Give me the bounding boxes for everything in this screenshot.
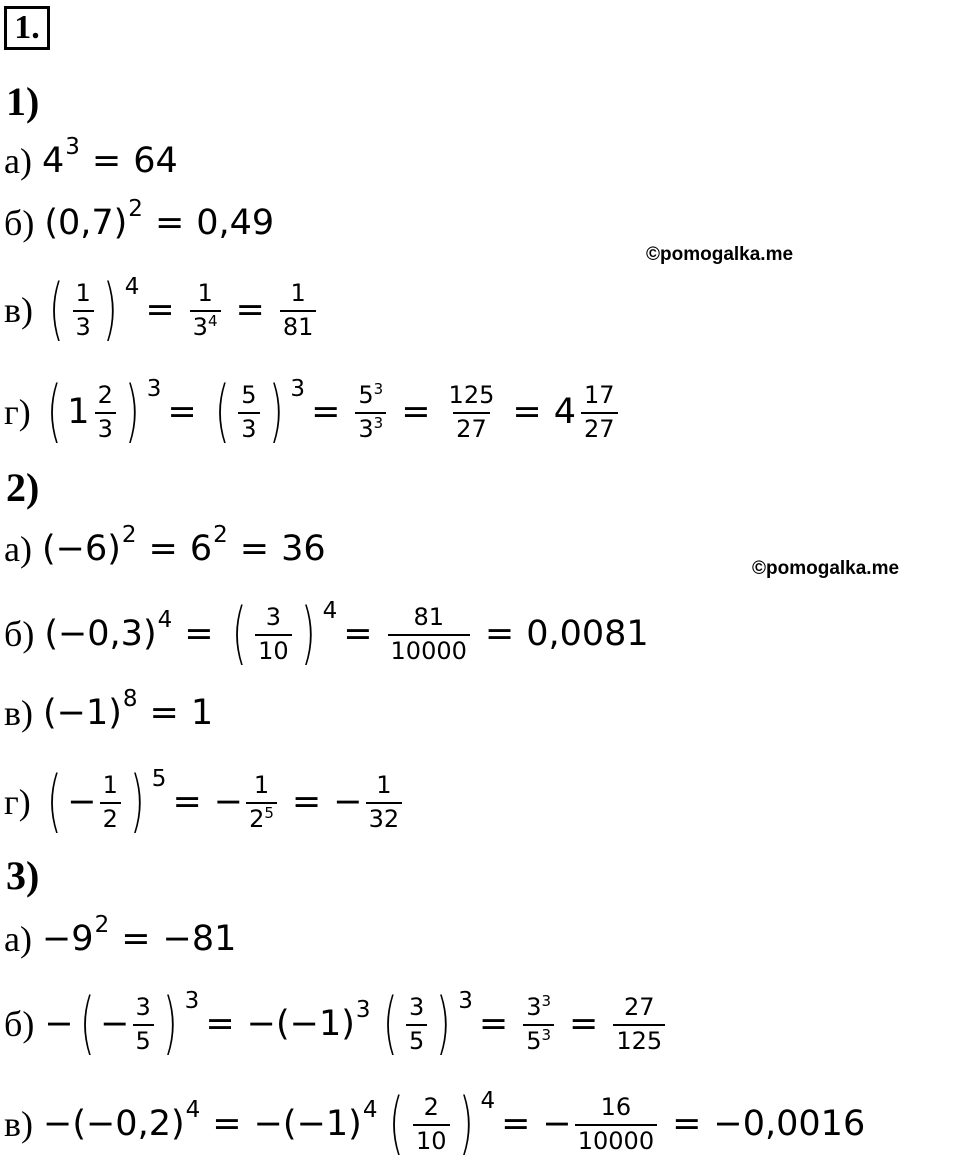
item-label: а) xyxy=(4,919,32,959)
parenthesized-fraction: ( $\frac{1}{3}$ ) 4 xyxy=(48,270,140,349)
equation-2b: б) (−0,3) $^4$ = ( $\frac{3}{10}$ ) 4 = $\frac{81}{10000}$ = 0,0081 xyxy=(4,594,649,673)
item-label: г) xyxy=(4,782,31,822)
item-label: б) xyxy=(4,1004,35,1044)
item-label: а) xyxy=(4,141,32,181)
task-number: 1. xyxy=(14,9,40,46)
watermark: ©pomogalka.me xyxy=(646,244,794,265)
item-label: а) xyxy=(4,529,32,569)
item-label: б) xyxy=(4,614,35,654)
item-label: в) xyxy=(4,693,33,733)
item-label: в) xyxy=(4,1104,33,1144)
item-label: г) xyxy=(4,392,31,432)
equation-2a: а) (−6) $^2$ = 6 $^2$ = 36 xyxy=(4,522,326,569)
equation-2g: г) ( − $\frac{1}{2}$ ) 5 = − $\frac{1}{2^5}$ = − $\frac{1}{32}$ xyxy=(4,760,405,844)
equation-1a: а) 4 $^3$ = 64 xyxy=(4,134,178,181)
equation-1g: г) ( 1 $\frac{2}{3}$ ) 3 = ( $\frac{5}{3}$ ) 3 = $\frac{5^3}{3^3}$ = $\frac{125}{27}$ = 4 $\frac{17}{27}$ xyxy=(4,370,621,454)
task-number-box xyxy=(4,6,50,50)
section-heading-2: 2) xyxy=(6,465,40,510)
item-label: б) xyxy=(4,203,35,243)
section-heading-1: 1) xyxy=(6,79,40,124)
item-label: в) xyxy=(4,290,33,330)
equation-1v: в) ( $\frac{1}{3}$ ) 4 = $\frac{1}{3^4}$ = $\frac{1}{81}$ xyxy=(4,268,319,352)
section-heading-3: 3) xyxy=(6,853,40,898)
equation-3v: в) −(−0,2) $^4$ = −(−1) $^4$ ( $\frac{2}{10}$ ) 4 = − $\frac{16}{10000}$ = −0,0016 xyxy=(4,1084,866,1163)
equation-1b: б) (0,7) $^2$ = 0,49 xyxy=(4,196,275,243)
equation-3a: а) −9 $^2$ = −81 xyxy=(4,912,237,959)
equation-2v: в) (−1) $^8$ = 1 xyxy=(4,686,214,733)
parenthesized-mixed-number: ( 1 $\frac{2}{3}$ ) 3 xyxy=(46,372,162,451)
equation-3b: б) − ( − $\frac{3}{5}$ ) 3 = −(−1) $^3$ ( $\frac{3}{5}$ ) 3 = $\frac{3^3}{5^3}$ = $\frac{27}{125}$ xyxy=(4,982,668,1066)
watermark: ©pomogalka.me xyxy=(752,558,900,579)
